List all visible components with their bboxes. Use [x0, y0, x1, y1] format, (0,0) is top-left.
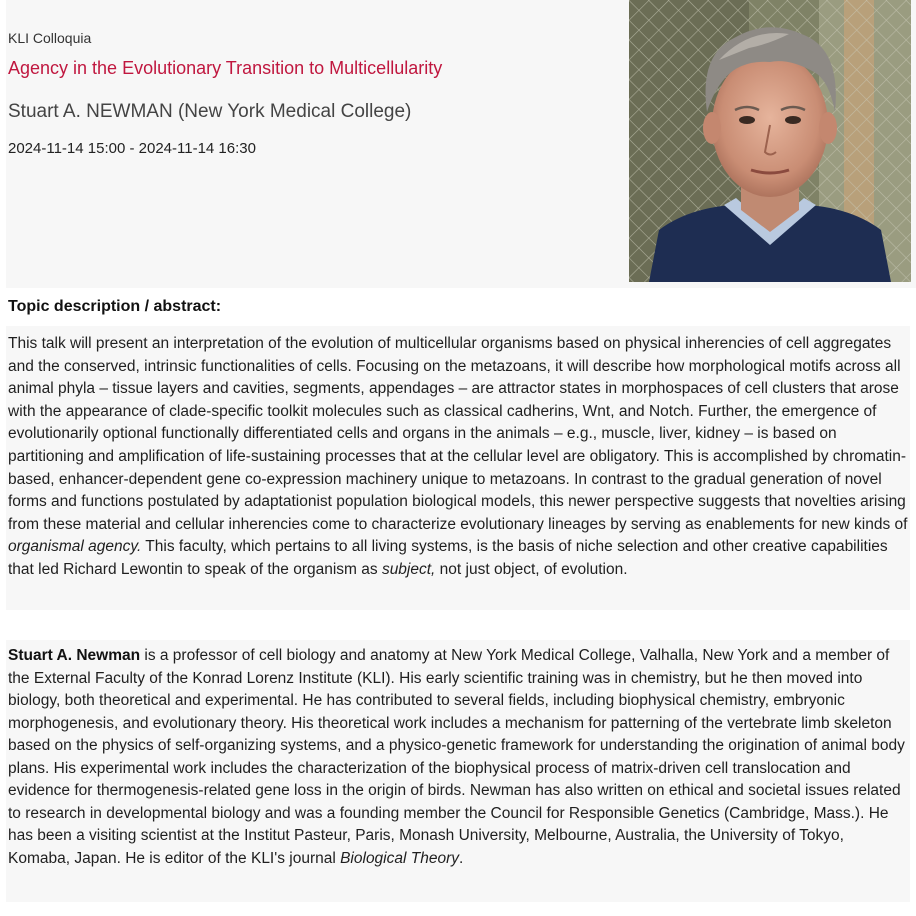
abstract-part-2: This faculty, which pertains to all living systems, is the basis of niche selection and other creative capabilities that led Richard Lewontin to speak of the organism as — [8, 538, 888, 578]
abstract-emphasis-subject: subject, — [381, 560, 436, 578]
abstract-heading: Topic description / abstract: — [8, 298, 222, 315]
speaker-bio — [8, 645, 908, 870]
bio-speaker-name: Stuart A. Newman — [8, 647, 141, 664]
series-label: KLI Colloquia — [8, 30, 92, 46]
speaker-photo — [629, 0, 911, 282]
speaker-portrait-icon — [629, 0, 911, 282]
abstract-text — [8, 333, 908, 582]
abstract-part-1: This talk will present an interpretation of the evolution of multicellular organisms based on physical inherencies of cell aggregates and the conserved, intrinsic functionalities of cells. Focusing on the metazoans, it will describe how morphological motifs across all animal phyla – tissue layers and cavities, segments, appendages – are attractor states in morphospaces of cell clusters that arose with the appearance of clade-specific toolkit molecules such as classical cadherins, Wnt, and Notch. Further, the emergence of evolutionarily optional functionally differentiated cells and organs in the animals – e.g., muscle, liver, kidney – is based on partitioning and amplification of life-sustaining processes that at the cellular level are obligatory. This is accomplished by chromatin-based, enhancer-dependent gene co-expression machinery unique to metazoans. In contrast to the gradual generation of novel forms and functions postulated by adaptationist population biological models, this newer perspective suggests that novelties arising from these material and cellular inherencies come to characterize evolutionary lineages by serving as enablements for new kinds of — [8, 335, 908, 533]
bio-part-1: is a professor of cell biology and anatomy at New York Medical College, Valhalla, New York and a member of the External Faculty of the Konrad Lorenz Institute (KLI). His early scientific training was in chemistry, but he then moved into biology, both theoretical and experimental. He has contributed to several fields, including biophysical chemistry, embryonic morphogenesis, and evolutionary theory. His theoretical work includes a mechanism for patterning of the vertebrate limb skeleton based on the physics of self-organizing systems, and a physico-genetic framework for understanding the origination of animal body plans. His experimental work includes the characterization of the biophysical process of matrix-driven cell translocation and evidence for thermogenesis-related gene loss in the origin of birds. Newman has also written on ethical and societal issues related to research in developmental biology and was a founding member the Council for Responsible Genetics (Cambridge, Mass.). He has been a visiting scientist at the Institut Pasteur, Paris, Monash University, Melbourne, Australia, the University of Tokyo, Komaba, Japan. He is editor of the KLI's journal — [8, 647, 905, 867]
event-datetime: 2024-11-14 15:00 - 2024-11-14 16:30 — [8, 140, 256, 157]
speaker-name: Stuart A. NEWMAN (New York Medical College) — [8, 101, 412, 122]
talk-title: Agency in the Evolutionary Transition to Multicellularity — [8, 58, 443, 78]
bio-part-2: . — [459, 849, 464, 867]
bio-journal-title: Biological Theory — [340, 849, 459, 867]
abstract-part-3: not just object, of evolution. — [435, 560, 628, 578]
abstract-emphasis-agency: organismal agency. — [8, 538, 142, 556]
